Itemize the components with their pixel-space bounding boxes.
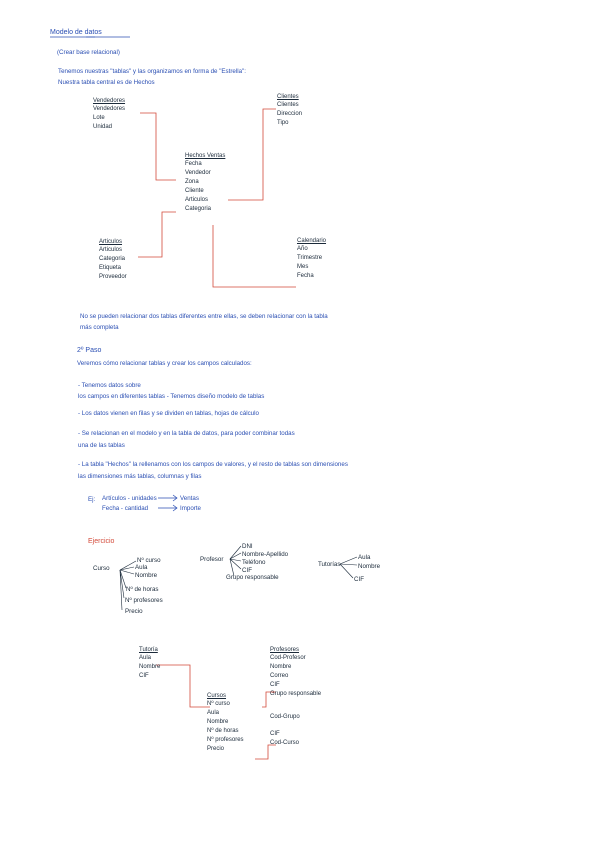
bullet-4: - Se relacionan en el modelo y en la tabla de datos, para poder combinar todas [78, 430, 295, 437]
bullet-6: - La tabla "Hechos" la rellenamos con los campos de valores, y el resto de tablas son dimensiones [78, 461, 348, 468]
table-title: Hechos Ventas [185, 153, 226, 159]
exercise-title: Ejercicio [88, 538, 115, 545]
example-right-1: Ventas [180, 495, 199, 502]
table-row: Direccion [277, 111, 303, 117]
table-row: Unidad [93, 124, 113, 130]
table-title: Clientes [277, 94, 299, 100]
paso-intro: Veremos cómo relacionar tablas y crear los campos calculados: [77, 360, 252, 367]
table-row: Aula [139, 655, 152, 661]
note-line-2: más completa [80, 324, 119, 331]
table-row: CIF [139, 673, 149, 679]
cluster1-branch: Precio [125, 608, 143, 615]
table-row: Nombre [139, 664, 161, 670]
table-row: Precio [207, 746, 225, 752]
table-row: Nº curso [207, 701, 230, 707]
table-articulos [99, 239, 127, 283]
cluster3-branch: Aula [358, 554, 371, 561]
cluster1-branch: Aula [135, 564, 148, 571]
table-row: Fecha [185, 161, 202, 167]
intro-line-2: Nuestra tabla central es de Hechos [58, 79, 155, 86]
cluster3-branch: CIF [354, 576, 364, 583]
table-row: Año [297, 246, 308, 252]
table-row: Cod-Curso [270, 740, 300, 746]
table-vendedores [93, 98, 125, 133]
table-row: Categoria [99, 256, 126, 262]
bullet-7: las dimensiones más tablas, columnas y filas [78, 473, 202, 480]
cluster1-branch: Nº curso [137, 557, 161, 564]
table-title: Calendario [297, 238, 327, 244]
cluster1-branch: Nº profesores [125, 597, 163, 604]
table-row: Etiqueta [99, 265, 122, 271]
table-row: Cod-Grupo [270, 714, 300, 720]
table-row: Trimestre [297, 255, 323, 261]
cluster1-branch: Nº de horas [126, 586, 159, 593]
cluster2-branch: Grupo responsable [226, 574, 279, 581]
intro-line-1: Tenemos nuestras "tablas" y las organizamos en forma de "Estrella": [58, 68, 246, 75]
table-row: Fecha [297, 273, 314, 279]
cluster1-branch: Nombre [135, 572, 158, 579]
table-row: Categoria [185, 206, 212, 212]
bullet-2: los campos en diferentes tablas - Tenemos diseño modelo de tablas [78, 393, 265, 400]
table-row: Nombre [270, 664, 292, 670]
example-left-1: Artículos - unidades [102, 495, 157, 502]
table-title: Profesores [270, 647, 300, 653]
table-row: Nombre [207, 719, 229, 725]
table-title: Articulos [99, 239, 123, 245]
table-hechos [185, 153, 225, 215]
table-row: CIF [270, 731, 280, 737]
table-row: Zona [185, 179, 199, 185]
subtitle: (Crear base relacional) [57, 49, 120, 56]
table-row: Nº profesores [207, 737, 244, 743]
table-row: Articulos [185, 197, 209, 203]
example-label: Ej: [88, 496, 96, 503]
table-title: Tutoría [139, 647, 158, 653]
table-row: Clientes [277, 102, 299, 108]
cluster2-center: Profesor [200, 556, 224, 563]
bullet-3: - Los datos vienen en filas y se dividen en tablas, hojas de cálculo [78, 410, 259, 417]
table-tutoria [139, 647, 160, 682]
table-row: Aula [207, 710, 220, 716]
table-row: Nº de horas [207, 728, 239, 734]
cluster3-center: Tutorías [318, 561, 341, 568]
table-row: Cliente [185, 188, 204, 194]
cluster2-branch: CIF [242, 567, 252, 574]
section-title: 2º Paso [77, 347, 102, 354]
example-right-2: Importe [180, 505, 201, 512]
cluster2-branch: Nombre-Apellido [242, 551, 289, 558]
table-row: Proveedor [99, 274, 127, 280]
table-row: Vendedores [93, 106, 126, 112]
table-profesores [270, 647, 321, 749]
note-line-1: No se pueden relacionar dos tablas diferentes entre ellas, se deben relacionar con la tabla [80, 313, 328, 320]
table-title: Vendedores [93, 98, 126, 104]
table-row: CIF [270, 682, 280, 688]
table-clientes [277, 94, 302, 129]
table-row: Cod-Profesor [270, 655, 306, 661]
table-row: Mes [297, 264, 309, 270]
table-row: Vendedor [185, 170, 211, 176]
table-row: Correo [270, 673, 289, 679]
table-row: Articulos [99, 247, 123, 253]
cluster2-branch: Teléfono [242, 559, 266, 566]
bullet-5: una de las tablas [78, 442, 125, 449]
cluster1-center: Curso [93, 565, 110, 572]
page-title: Modelo de datos [50, 29, 102, 36]
table-title: Cursos [207, 693, 227, 699]
table-cursos [207, 693, 244, 755]
cluster2-branch: DNI [242, 543, 253, 550]
example-left-2: Fecha - cantidad [102, 505, 149, 512]
cluster3-branch: Nombre [358, 563, 381, 570]
table-row: Lote [93, 115, 105, 121]
table-row: Grupo responsable [270, 691, 322, 697]
table-calendario [297, 238, 326, 282]
table-row: Tipo [277, 120, 289, 126]
bullet-1: - Tenemos datos sobre [78, 382, 141, 389]
